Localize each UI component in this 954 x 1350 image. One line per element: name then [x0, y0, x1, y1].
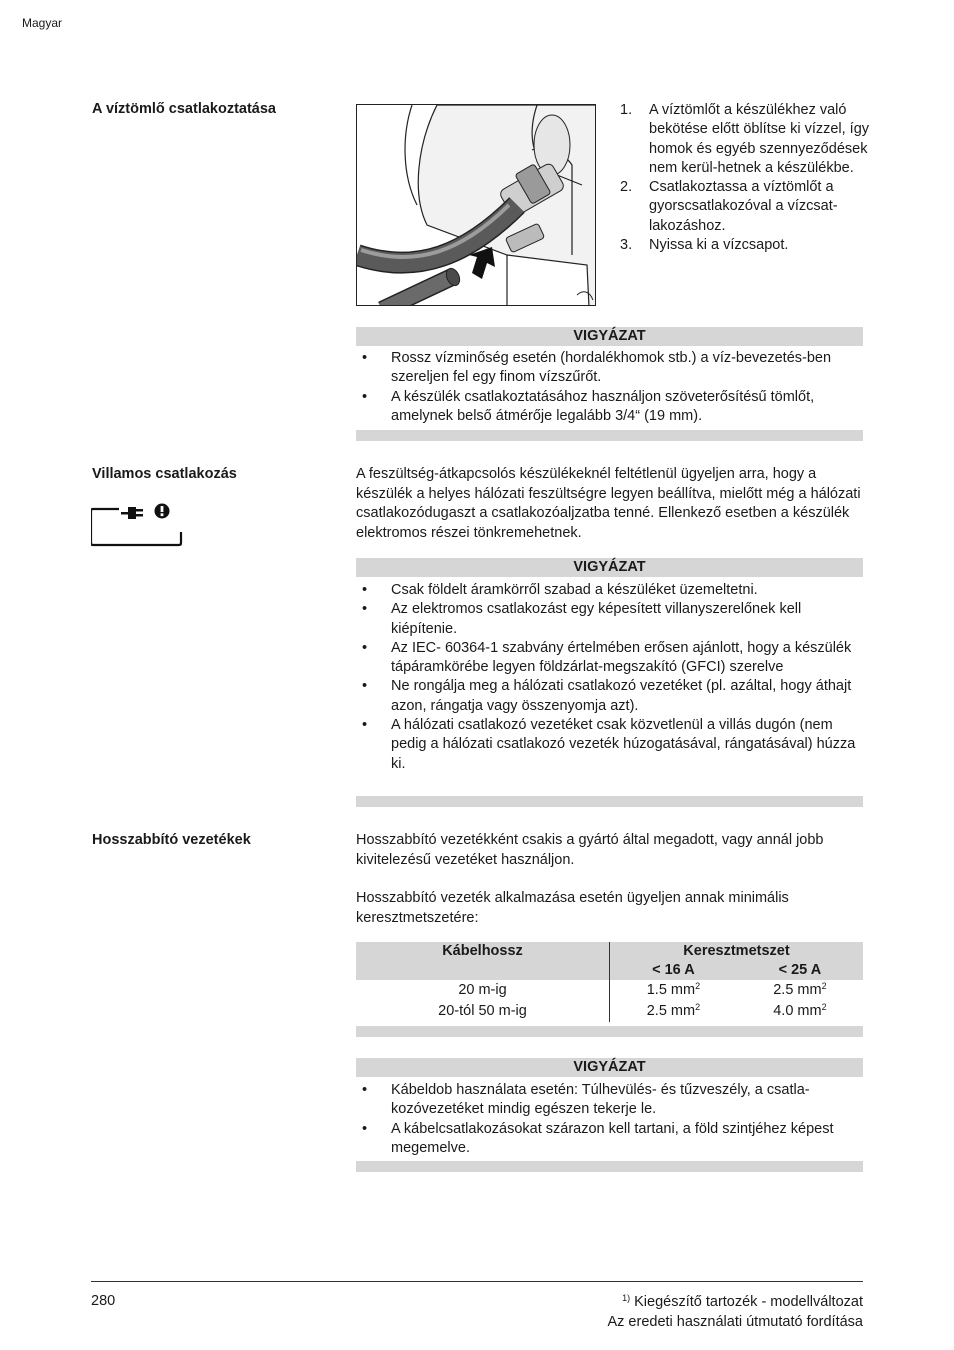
- warning-item: [356, 600, 863, 639]
- step-item: [620, 101, 870, 178]
- warning-text: A készülék csatlakoztatásához használjon szöveterősítésű tömlőt, amelynek belső átmérője legalább 3/4“ (19 mm).: [391, 388, 815, 424]
- warning-text: Ne rongálja meg a hálózati csatlakozó vezetéket (pl. azáltal, hogy áthajt azon, rángatja vagy összenyomja azt).: [391, 678, 852, 714]
- table-header-row: [356, 942, 863, 961]
- footer-notes: [607, 1293, 863, 1332]
- cell-length: 20-tól 50 m-ig: [356, 1001, 610, 1022]
- step-number: 2.: [620, 179, 633, 196]
- warning-item: [356, 1120, 863, 1159]
- step-item: [620, 178, 870, 236]
- warning-header: VIGYÁZAT: [356, 327, 863, 346]
- warning-header: VIGYÁZAT: [356, 558, 863, 577]
- warning-footer-bar: [356, 1161, 863, 1172]
- warning-item: [356, 677, 863, 716]
- language-label: Magyar: [22, 16, 63, 30]
- cell-25a: 4.0 $mm^2$: [773, 1002, 827, 1019]
- warning-text: Rossz vízminőség esetén (hordalékhomok stb.) a víz-bevezetés-ben szereljen fel egy finom vízszűrőt.: [391, 350, 832, 386]
- step-number: 3.: [620, 237, 633, 254]
- bullet-icon: •: [362, 582, 368, 598]
- cell-length: 20 m-ig: [356, 980, 610, 1001]
- bullet-icon: •: [362, 639, 368, 656]
- warning-list: [356, 1081, 863, 1158]
- warning-text: Csak földelt áramkörről szabad a készüléket üzemeltetni.: [391, 582, 758, 598]
- hose-connection-illustration: [356, 104, 596, 306]
- section-title-extension-cables: Hosszabbító vezetékek: [92, 832, 251, 848]
- plug-warning-icon: [91, 502, 183, 548]
- footnote-marker: 1): [622, 1293, 631, 1303]
- footnote-text: Kiegészítő tartozék - modellváltozat: [634, 1294, 863, 1310]
- warning-item: [356, 716, 863, 774]
- column-header-25a: < 25 A: [737, 961, 863, 980]
- bullet-icon: •: [362, 350, 368, 366]
- bullet-icon: •: [362, 717, 368, 734]
- warning-item: [356, 1081, 863, 1120]
- warning-item: [356, 388, 863, 427]
- warning-footer-bar: [356, 430, 863, 441]
- bullet-icon: •: [362, 601, 368, 618]
- electrical-paragraph: A feszültség-átkapcsolós készülékeknél feltétlenül ügyeljen arra, hogy a készülék a helyes hálózati feszültségre legyen beállítva, mielőtt még a hálózati csatlakozódugaszt a csatlakozóaljzatba tenné. Ellenkező esetben a készülék elektromos részei tönkremehetnek.: [356, 466, 861, 541]
- table-row: [356, 1001, 863, 1022]
- warning-item: [356, 349, 863, 388]
- table-footer-bar: [356, 1026, 863, 1037]
- step-text: A víztömlőt a készülékhez való bekötése előtt öblítse ki vízzel, így homok és egyéb szennyeződések nem kerül-hetnek a készülékbe.: [649, 102, 870, 176]
- warning-text: A hálózati csatlakozó vezetéket csak közvetlenül a villás dugón (nem pedig a hálózati csatlakozó vezeték húzogatásával, rángatásával) húzza ki.: [391, 717, 856, 772]
- warning-item: [356, 581, 863, 600]
- section-title-electrical: Villamos csatlakozás: [92, 466, 237, 482]
- cell-16a: 1.5 $mm^2$: [646, 981, 701, 998]
- hose-connection-drawing: [357, 105, 596, 306]
- empty-header-cell: [356, 961, 610, 980]
- table-subheader-row: [356, 961, 863, 980]
- footer-subtitle: Az eredeti használati útmutató fordítása: [607, 1313, 863, 1330]
- cell-16a: 2.5 $mm^2$: [646, 1002, 701, 1019]
- column-header-length: Kábelhossz: [356, 942, 610, 961]
- section-title-water-hose: A víztömlő csatlakoztatása: [92, 101, 276, 117]
- bullet-icon: •: [362, 388, 368, 405]
- bullet-icon: •: [362, 678, 368, 695]
- bullet-icon: •: [362, 1120, 368, 1137]
- warning-text: A kábelcsatlakozásokat szárazon kell tartani, a föld szintjéhez képest megemelve.: [391, 1120, 834, 1156]
- column-header-cross-section: Keresztmetszet: [610, 942, 864, 961]
- table-row: [356, 980, 863, 1001]
- warning-list: [356, 349, 863, 426]
- connection-steps-list: [620, 101, 870, 255]
- column-header-16a: < 16 A: [610, 961, 737, 980]
- page-number: 280: [91, 1293, 116, 1309]
- bullet-icon: •: [362, 1082, 368, 1098]
- warning-text: Az elektromos csatlakozást egy képesített villanyszerelőnek kell kiépítenie.: [391, 601, 802, 637]
- extension-paragraph-1: Hosszabbító vezetékként csakis a gyártó által megadott, vagy annál jobb kivitelezésű vezetéket használjon.: [356, 832, 824, 868]
- footnote: [607, 1293, 863, 1313]
- cell-25a: 2.5 $mm^2$: [773, 981, 827, 998]
- warning-item: [356, 639, 863, 678]
- cable-cross-section-table: [356, 942, 863, 1022]
- step-text: Nyissa ki a vízcsapot.: [649, 237, 789, 254]
- footer-divider: [91, 1281, 863, 1282]
- step-item: [620, 236, 870, 255]
- extension-paragraph-2: Hosszabbító vezeték alkalmazása esetén ügyeljen annak minimális keresztmetszetére:: [356, 890, 789, 926]
- step-number: 1.: [620, 102, 633, 118]
- warning-header: VIGYÁZAT: [356, 1058, 863, 1077]
- warning-footer-bar: [356, 796, 863, 807]
- warning-text: Kábeldob használata esetén: Túlhevülés- és tűzveszély, a csatla-kozóvezetéket mindig egészen tekerje le.: [391, 1082, 810, 1118]
- warning-text: Az IEC- 60364-1 szabvány értelmében erősen ajánlott, hogy a készülék tápáramkörébe legyen földzárlat-megszakító (GFCI) szerelve: [391, 639, 852, 676]
- warning-list: [356, 581, 863, 774]
- step-text: Csatlakoztassa a víztömlőt a gyorscsatlakozóval a vízcsat-lakozáshoz.: [649, 179, 838, 234]
